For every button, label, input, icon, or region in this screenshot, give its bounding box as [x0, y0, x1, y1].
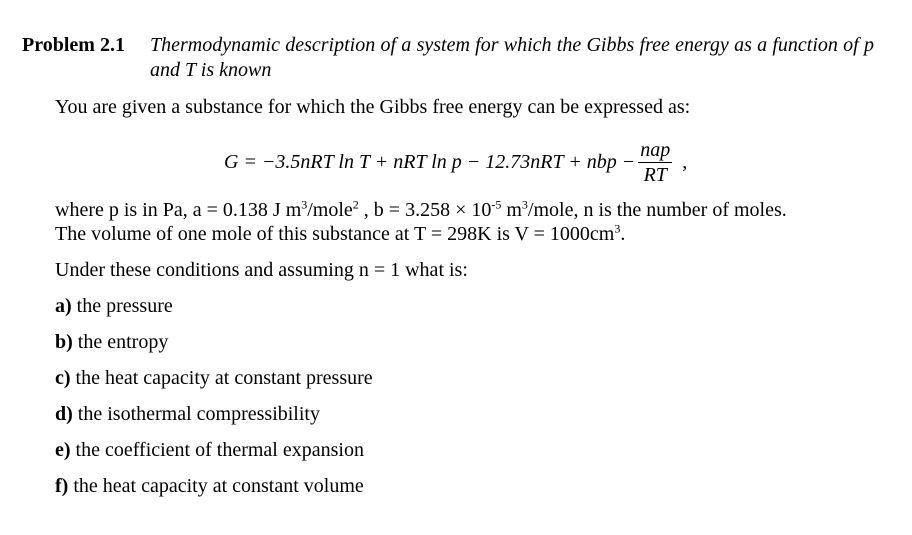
param-exponent: -5 — [491, 197, 502, 212]
intro-text: You are given a substance for which the Gibbs free energy can be expressed as: — [55, 96, 691, 118]
question-list — [55, 294, 373, 510]
param-exponent: 2 — [352, 197, 359, 212]
problem-title: Thermodynamic description of a system for which the Gibbs free energy as a function of p and T is known — [150, 34, 874, 81]
equation-fraction — [638, 138, 672, 187]
question-text: the entropy — [72, 331, 169, 353]
parameters-line-2 — [55, 222, 787, 246]
problem-header — [22, 33, 874, 83]
param-exponent: 3 — [614, 221, 621, 236]
problem-number: Problem 2.1 — [22, 34, 125, 56]
question-letter: c) — [55, 367, 71, 389]
question-text: the heat capacity at constant pressure — [70, 367, 373, 389]
param-text: /mole — [307, 199, 353, 221]
param-text: m — [501, 199, 522, 221]
fraction-denominator: RT — [643, 163, 667, 186]
param-text: . — [620, 223, 626, 245]
question-item — [55, 294, 373, 330]
question-letter: d) — [55, 403, 73, 425]
param-exponent: 3 — [521, 197, 528, 212]
param-text: where p is in Pa, a = 0.138 J m — [55, 199, 302, 221]
question-item — [55, 366, 373, 402]
question-letter: b) — [55, 331, 73, 353]
equation-main: G = −3.5nRT ln T + nRT ln p − 12.73nRT + nbp − — [224, 150, 636, 173]
question-prompt: Under these conditions and assuming n = 1 what is: — [55, 259, 468, 281]
param-exponent: 3 — [301, 197, 308, 212]
question-text: the coefficient of thermal expansion — [70, 439, 364, 461]
gibbs-equation — [224, 134, 687, 190]
question-item — [55, 330, 373, 366]
question-text: the isothermal compressibility — [72, 403, 320, 425]
parameters-text — [55, 198, 787, 246]
question-item — [55, 474, 373, 510]
param-text: , b = 3.258 × 10 — [358, 199, 492, 221]
question-letter: a) — [55, 295, 72, 317]
fraction-numerator: nap — [640, 138, 671, 161]
param-text: The volume of one mole of this substance at T = 298K is V = 1000cm — [55, 223, 615, 245]
question-text: the pressure — [71, 295, 173, 317]
question-letter: f) — [55, 475, 69, 497]
param-text: /mole, n is the number of moles. — [527, 199, 787, 221]
question-text: the heat capacity at constant volume — [68, 475, 364, 497]
parameters-line-1 — [55, 198, 787, 222]
question-item — [55, 402, 373, 438]
equation-comma: , — [682, 150, 688, 173]
question-item — [55, 438, 373, 474]
question-letter: e) — [55, 439, 71, 461]
